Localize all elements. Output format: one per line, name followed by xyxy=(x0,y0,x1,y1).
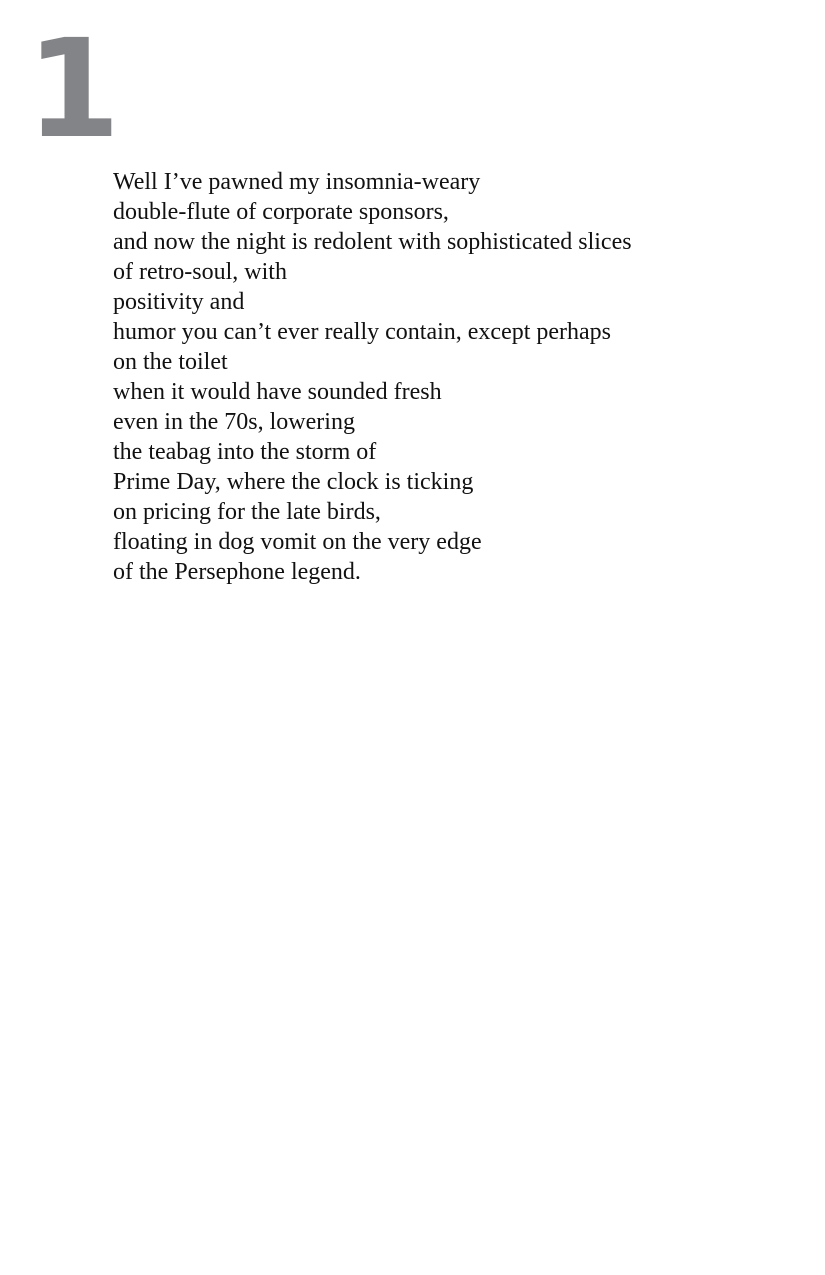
poem-line: and now the night is redolent with sophisticated slices xyxy=(113,229,632,255)
poem-line: Well I’ve pawned my insomnia-weary xyxy=(113,169,481,195)
poem-line: positivity and xyxy=(113,289,245,315)
poem-body xyxy=(113,167,632,587)
poem-line: when it would have sounded fresh xyxy=(113,379,442,405)
poem-line: on pricing for the late birds, xyxy=(113,499,381,525)
poem-line: humor you can’t ever really contain, except perhaps xyxy=(113,319,612,345)
poem-line: of the Persephone legend. xyxy=(113,559,361,585)
poem-line: floating in dog vomit on the very edge xyxy=(113,529,482,555)
poem-line: of retro-soul, with xyxy=(113,259,287,285)
poem-line: Prime Day, where the clock is ticking xyxy=(113,469,474,495)
poem-line: even in the 70s, lowering xyxy=(113,409,355,435)
poem-line: double-flute of corporate sponsors, xyxy=(113,199,449,225)
poem-line: the teabag into the storm of xyxy=(113,439,377,465)
section-number: 1 xyxy=(26,11,117,169)
poem-line: on the toilet xyxy=(113,349,228,375)
